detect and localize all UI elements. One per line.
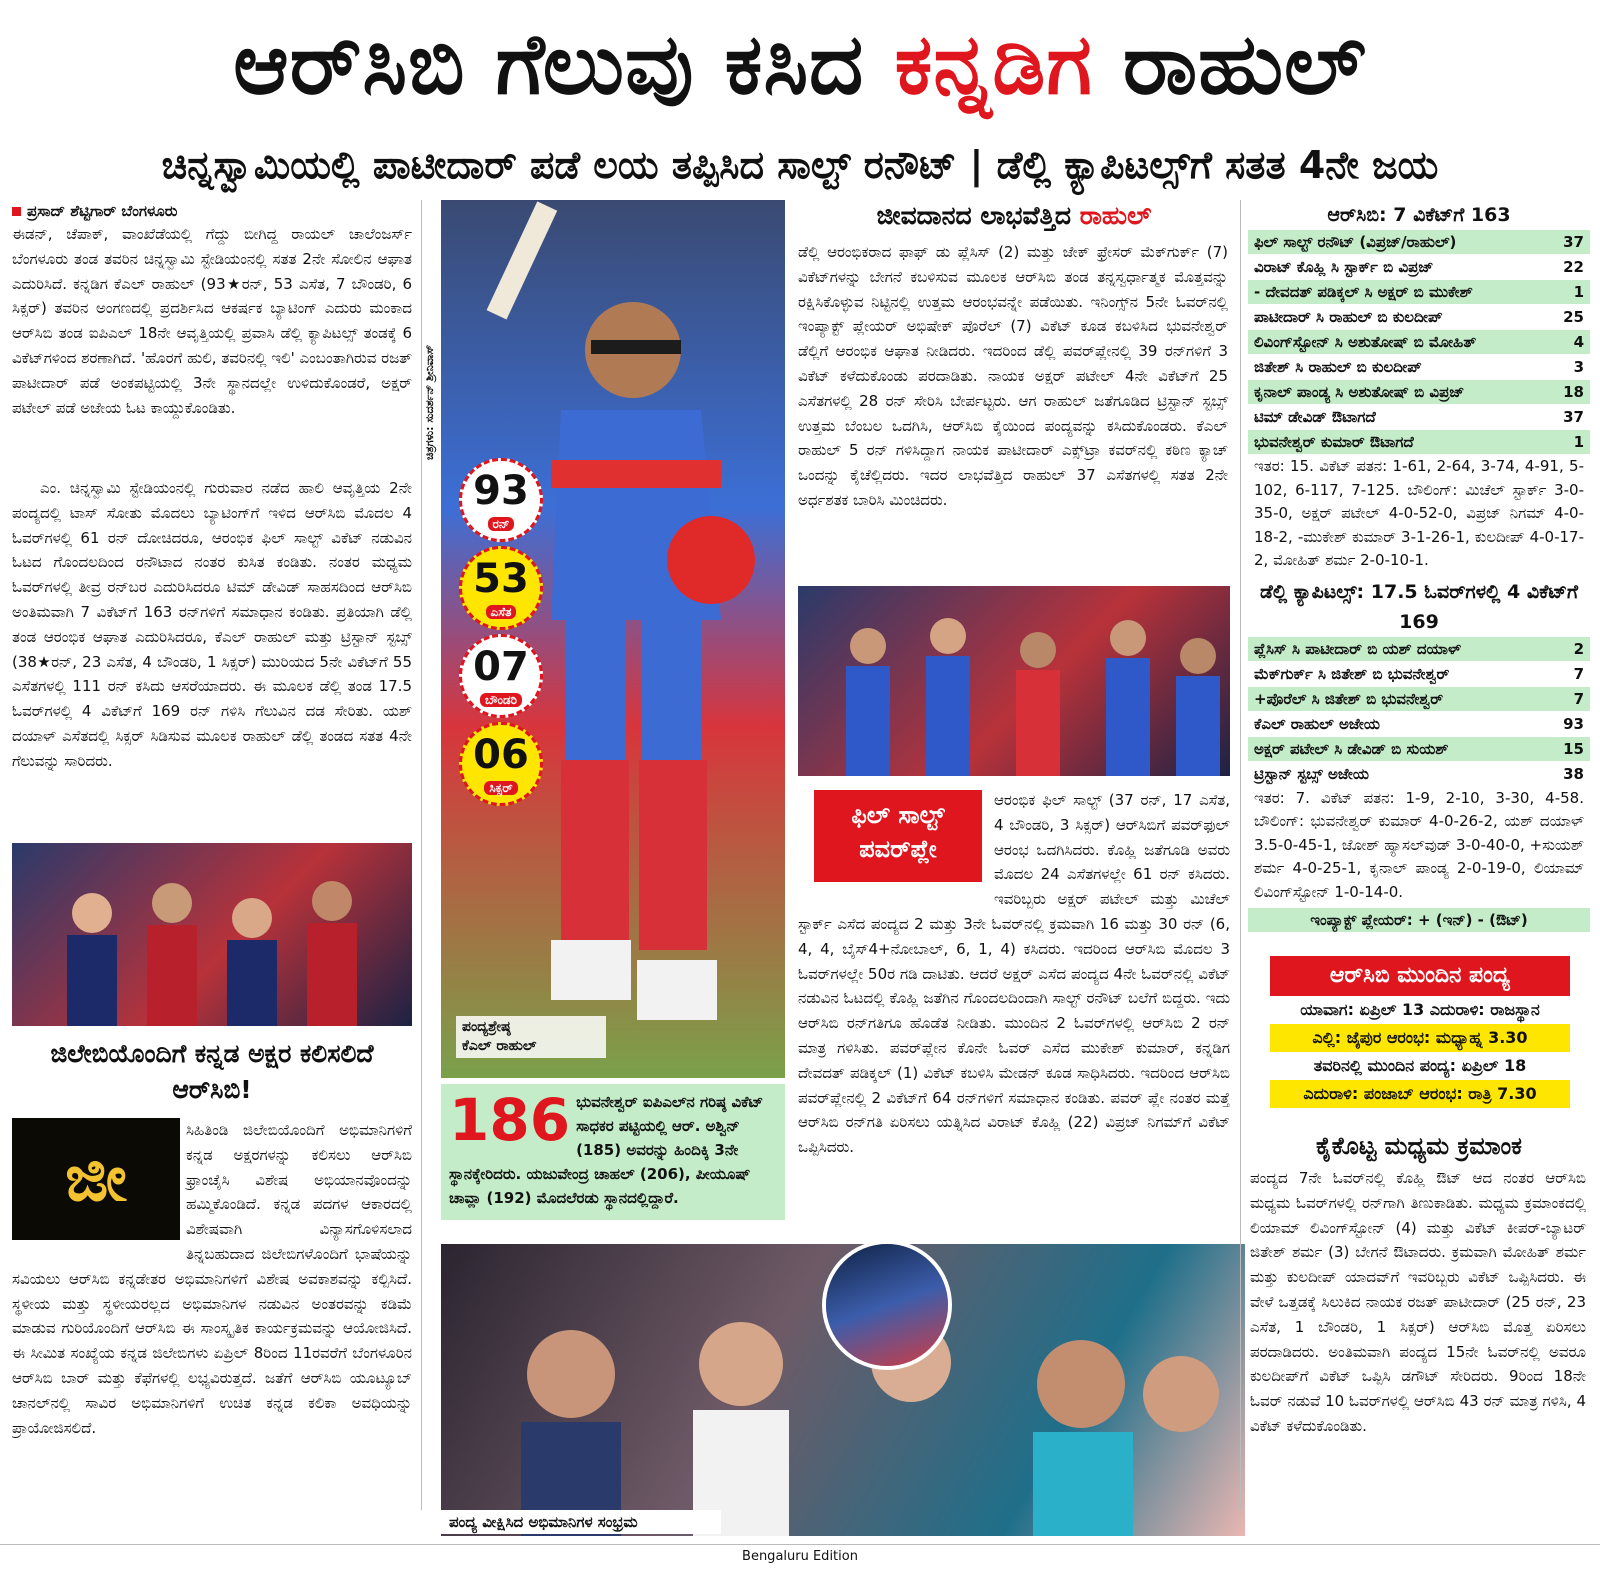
dc-row-name: ಮೆಕ್‌ಗುರ್ಕ್ ಸಿ ಜಿತೇಶ್ ಬಿ ಭುವನೇಶ್ವರ್ (1254, 664, 1450, 683)
dc-score-title: ಡೆಲ್ಲಿ ಕ್ಯಾಪಿಟಲ್ಸ್: 17.5 ಓವರ್‌ಗಳಲ್ಲಿ 4 ವಿಕೆಟ್‌ಗೆ 169 (1259, 580, 1579, 633)
rcb-extras: ಇತರ: 15. ವಿಕೆಟ್ ಪತನ: 1-61, 2-64, 3-74, 4-91, 5-102, 6-117, 7-125. ಬೌಲಿಂಗ್: ಮಿಚೆಲ್ ಸ್ಟಾರ್ಕ್ 3-0-35-0, ಅಕ್ಷರ್ ಪಟೇಲ್ 4-0-52-0, ವಿಪ್ರಜ್ ನಿಗಮ್ 4-0-18-2, -ಮುಕೇಶ್ ಕುಮಾರ್ 3-1-26-1, ಕುಲದೀಪ್ 4-0-17-2, ಮೋಹಿತ್ ಶರ್ಮ 2-0-10-1. (1254, 457, 1584, 569)
rcb-row-runs: 37 (1563, 233, 1584, 251)
dc-row-runs: 2 (1573, 639, 1584, 658)
next-match-row-where: ಎಲ್ಲಿ: ಜೈಪುರ ಆರಂಭ: ಮಧ್ಯಾಹ್ನ 3.30 (1270, 1024, 1570, 1052)
column-divider-right (1240, 200, 1241, 1510)
jalebi-text: ಸಿಹಿತಿಂಡಿ ಜಿಲೇಬಿಯೊಂದಿಗೆ ಅಭಿಮಾನಿಗಳಿಗೆ ಕನ್ನಡ ಅಕ್ಷರಗಳನ್ನು ಕಲಿಸಲು ಆರ್‌ಸಿಬಿ ಫ್ರಾಂಚೈಸಿ ವಿಶೇಷ ಅಭಿಯಾನವೊಂದನ್ನು ಹಮ್ಮಿಕೊಂಡಿದೆ. ಕನ್ನಡ ಪದಗಳ ಆಕಾರದಲ್ಲಿ ವಿಶೇಷವಾಗಿ ವಿನ್ಯಾಸಗೊಳಿಸಲಾದ ತಿನ್ನಬಹುದಾದ ಜಿಲೇಬಿಗಳೊಂದಿಗೆ ಭಾಷೆಯನ್ನು ಸವಿಯಲು ಆರ್‌ಸಿಬಿ ಕನ್ನಡೇತರ ಅಭಿಮಾನಿಗಳಿಗೆ ವಿಶೇಷ ಅವಕಾಶವನ್ನು ಕಲ್ಪಿಸಿದೆ. ಸ್ಥಳೀಯ ಮತ್ತು ಸ್ಥಳೀಯರಲ್ಲದ ಅಭಿಮಾನಿಗಳ ನಡುವಿನ ಅಂತರವನ್ನು ಕಡಿಮೆ ಮಾಡುವ ಗುರಿಯೊಂದಿಗೆ ಆರ್‌ಸಿಬಿ ಈ ಸಾಂಸ್ಕೃತಿಕ ಕಾರ್ಯಕ್ರಮವನ್ನು ಆಯೋಜಿಸಿದೆ. ಈ ಸೀಮಿತ ಸಂಖ್ಯೆಯ ಕನ್ನಡ ಜಿಲೇಬಿಗಳು ಏಪ್ರಿಲ್ 8ರಿಂದ 11ರವರೆಗೆ ಬೆಂಗಳೂರಿನ ಆರ್‌ಸಿಬಿ ಬಾರ್ ಮತ್ತು ಕೆಫೆಗಳಲ್ಲಿ ಲಭ್ಯವಿರುತ್ತದೆ. ಜತೆಗೆ ಆರ್‌ಸಿಬಿ ಯೂಟ್ಯೂಬ್ ಚಾನಲ್‌ನಲ್ಲಿ ಸಾವಿರ ಅಭಿಮಾನಿಗಳಿಗೆ ಉಚಿತ ಕನ್ನಡ ಕಲಿಕಾ ಅವಧಿಯನ್ನು ಪ್ರಾಯೋಜಿಸಲಿದೆ. (12, 1121, 412, 1437)
dc-row-runs: 93 (1563, 714, 1584, 733)
rcb-row-name: ಭುವನೇಶ್ವರ್ ಕುಮಾರ್ ಔಟಾಗದೆ (1254, 433, 1414, 451)
byline-marker (12, 207, 21, 216)
dc-row-runs: 7 (1573, 664, 1584, 683)
salt-title-line1: ಫಿಲ್ ಸಾಲ್ಟ್ (851, 801, 945, 829)
salt-article-text-wrap (798, 788, 1230, 1232)
caption-pom-label: ಪಂದ್ಯಶ್ರೇಷ್ಠ (462, 1019, 511, 1035)
jalebi-title: ಜಿಲೇಬಿಯೊಂದಿಗೆ ಕನ್ನಡ ಅಕ್ಷರ ಕಲಿಸಲಿದೆ ಆರ್‌ಸಿಬಿ! (50, 1039, 374, 1104)
dc-score-row (1248, 687, 1590, 712)
rcb-score-row (1248, 355, 1590, 380)
fan-inset-circle (822, 1240, 952, 1370)
dc-row-name: +ಪೊರೆಲ್ ಸಿ ಜಿತೇಶ್ ಬಿ ಭುವನೇಶ್ವರ್ (1254, 689, 1444, 708)
salt-title-line2: ಪವರ್‌ಪ್ಲೇ (859, 835, 937, 863)
rcb-row-runs: 25 (1563, 308, 1584, 326)
dc-row-runs: 15 (1563, 739, 1584, 758)
fact-text: ಭುವನೇಶ್ವರ್ ಐಪಿಎಲ್‌ನ ಗರಿಷ್ಠ ವಿಕೆಟ್ ಸಾಧಕರ ಪಟ್ಟಿಯಲ್ಲಿ ಆರ್. ಅಶ್ವಿನ್ (185) ಅವರನ್ನು ಹಿಂದಿಕ್ಕಿ 3ನೇ ಸ್ಥಾನಕ್ಕೇರಿದರು. ಯಜುವೇಂದ್ರ ಚಾಹಲ್ (206), ಪೀಯೂಷ್ ಚಾವ್ಲಾ (192) ಮೊದಲೆರಡು ಸ್ಥಾನದಲ್ಲಿದ್ದಾರೆ. (449, 1093, 764, 1207)
rcb-row-runs: 37 (1563, 408, 1584, 426)
rcb-score-row (1248, 405, 1590, 430)
rcb-score-row (1248, 430, 1590, 455)
byline-text: ಪ್ರಸಾದ್ ಶೆಟ್ಟಿಗಾರ್ ಬೆಂಗಳೂರು (27, 202, 178, 220)
next-match-box (1270, 956, 1570, 1108)
column-divider-left (421, 200, 422, 1510)
dc-extras: ಇತರ: 7. ವಿಕೆಟ್ ಪತನ: 1-9, 2-10, 3-30, 4-58. ಬೌಲಿಂಗ್: ಭುವನೇಶ್ವರ್ ಕುಮಾರ್ 4-0-26-2, ಯಶ್ ದಯಾಳ್ 3.5-0-45-1, ಜೋಶ್ ಹ್ಯಾಸಲ್‌ವುಡ್ 3-0-40-0, +ಸುಯಶ್ ಶರ್ಮ 4-0-25-1, ಕೃನಾಲ್ ಪಾಂಡ್ಯ 2-0-19-0, ಲಿಯಾಮ್ ಲಿವಿಂಗ್‌ಸ್ಟೋನ್ 1-0-14-0. (1254, 788, 1584, 901)
rcb-score-row (1248, 255, 1590, 280)
rcb-score-row (1248, 305, 1590, 330)
rcb-row-name: ಲಿವಿಂಗ್‌ಸ್ಟೋನ್ ಸಿ ಅಶುತೋಷ್ ಬಿ ಮೋಹಿತ್ (1254, 333, 1477, 351)
rcb-row-name: - ದೇವದತ್ ಪಡಿಕ್ಕಲ್ ಸಿ ಅಕ್ಷರ್ ಬಿ ಮುಕೇಶ್ (1254, 283, 1473, 301)
rcb-row-runs: 1 (1573, 283, 1584, 301)
impact-player-note (1248, 908, 1590, 933)
rcb-row-runs: 22 (1563, 258, 1584, 276)
dc-celebration-photo (798, 586, 1230, 776)
footer-rule (0, 1544, 1600, 1545)
stat-balls-value: 53 (473, 556, 529, 602)
impact-note-text: ಇಂಪ್ಯಾಕ್ಟ್ ಪ್ಲೇಯರ್: + (ಇನ್) - (ಔಟ್) (1310, 911, 1528, 929)
jalebi-text-wrap (12, 1118, 412, 1500)
rcb-players-illustration (12, 843, 412, 1026)
dc-row-runs: 38 (1563, 764, 1584, 783)
salt-article-text: ಆರಂಭಿಕ ಫಿಲ್ ಸಾಲ್ಟ್ (37 ರನ್, 17 ಎಸೆತ, 4 ಬೌಂಡರಿ, 3 ಸಿಕ್ಸರ್) ಆರ್‌ಸಿಬಿಗೆ ಪವರ್‌ಫುಲ್ ಆರಂಭ ಒದಗಿಸಿದರು. ಕೊಹ್ಲಿ ಜತೆಗೂಡಿ ಅವರು ಮೊದಲ 24 ಎಸೆತಗಳಲ್ಲೇ 61 ರನ್ ಕಸಿದರು. ಇವರಿಬ್ಬರು ಅಕ್ಷರ್ ಪಟೇಲ್ ಮತ್ತು ಮಿಚೆಲ್ ಸ್ಟಾರ್ಕ್ ಎಸೆದ ಪಂದ್ಯದ 2 ಮತ್ತು 3ನೇ ಓವರ್‌ನಲ್ಲಿ ಕ್ರಮವಾಗಿ 16 ಮತ್ತು 30 ರನ್ (6, 4, 4, ಬೈಸ್4+ನೋಬಾಲ್, 6, 1, 4) ಕಸಿದರು. ಇದರಿಂದ ಆರ್‌ಸಿಬಿ ಮೊದಲ 3 ಓವರ್‌ಗಳಲ್ಲೇ 50ರ ಗಡಿ ದಾಟಿತು. ಆದರೆ ಅಕ್ಷರ್ ಎಸೆದ ಪಂದ್ಯದ 4ನೇ ಓವರ್‌ನಲ್ಲಿ ವಿಕೆಟ್ ನಡುವಿನ ಓಟದಲ್ಲಿ ಕೊಹ್ಲಿ ಜತೆಗಿನ ಗೊಂದಲದಿಂದಾಗಿ ಸಾಲ್ಟ್ ರನೌಟ್ ಬಲೆಗೆ ಬಿದ್ದರು. ಇದು ಆರ್‌ಸಿಬಿ ರನ್‌ಗತಿಗೂ ಹೊಡೆತ ನೀಡಿತು. ಮುಂದಿನ 2 ಓವರ್‌ಗಳಲ್ಲಿ ಆರ್‌ಸಿಬಿ 2 ರನ್ ಮಾತ್ರ ಗಳಿಸಿತು. ಪವರ್‌ಪ್ಲೇನ ಕೊನೇ ಓವರ್ ಎಸೆದ ಮುಕೇಶ್ ಕುಮಾರ್, ಕನ್ನಡಿಗ ದೇವದತ್ ಪಡಿಕ್ಕಲ್ (1) ವಿಕೆಟ್ ಕಬಳಿಸಿ ಮೇಡನ್ ಕೂಡ ಸಾಧಿಸಿದರು. ಇದರಿಂದ ಆರ್‌ಸಿಬಿ ಪವರ್‌ಪ್ಲೇನಲ್ಲಿ 2 ವಿಕೆಟ್‌ಗೆ 64 ರನ್‌ಗಳಿಗೆ ಸಮಾಧಾನ ಕಂಡಿತು. ಪವರ್ ಪ್ಲೇ ನಂತರ ಮತ್ತೆ ಆರ್‌ಸಿಬಿ ರನ್‌ಗತಿ ಏರಿಸಲು ಯತ್ನಿಸಿದ ವಿರಾಟ್ ಕೊಹ್ಲಿ (22) ವಿಪ್ರಜ್ ನಿಗಮ್‌ಗೆ ವಿಕೆಟ್ ಒಪ್ಪಿಸಿದರು. (798, 791, 1230, 1157)
stat-fours-label: ಬೌಂಡರಿ (480, 693, 522, 707)
headline-part1: ಆರ್‌ಸಿಬಿ ಗೆಲುವು ಕಸಿದ (233, 15, 895, 113)
dc-score-row (1248, 762, 1590, 787)
page-subheadline: ಚಿನ್ನಸ್ವಾಮಿಯಲ್ಲಿ ಪಾಟೀದಾರ್ ಪಡೆ ಲಯ ತಪ್ಪಿಸಿದ ಸಾಲ್ಟ್ ರನೌಟ್ | ಡೆಲ್ಲಿ ಕ್ಯಾಪಿಟಲ್ಸ್‌ಗೆ ಸತತ 4ನೇ ಜಯ (161, 143, 1439, 187)
stat-fours-badge (459, 634, 543, 718)
rcb-row-name: ಕೃನಾಲ್ ಪಾಂಡ್ಯ ಸಿ ಅಶುತೋಷ್ ಬಿ ವಿಪ್ರಜ್ (1254, 383, 1465, 401)
next-match-title: ಆರ್‌ಸಿಬಿ ಮುಂದಿನ ಪಂದ್ಯ (1270, 956, 1570, 996)
stat-sixes-badge (459, 722, 543, 806)
dc-row-name: ಪ್ಲೆಸಿಸ್ ಸಿ ಪಾಟೀದಾರ್ ಬಿ ಯಶ್ ದಯಾಳ್ (1254, 639, 1461, 658)
headline-highlight: ಕನ್ನಡಿಗ (894, 15, 1093, 113)
main-article-para2: ಎಂ. ಚಿನ್ನಸ್ವಾಮಿ ಸ್ಟೇಡಿಯಂನಲ್ಲಿ ಗುರುವಾರ ನಡೆದ ಹಾಲಿ ಆವೃತ್ತಿಯ 2ನೇ ಪಂದ್ಯದಲ್ಲಿ ಟಾಸ್ ಸೋತು ಮೊದಲು ಬ್ಯಾಟಿಂಗ್‌ಗೆ ಇಳಿದ ಆರ್‌ಸಿಬಿ ಮೊದಲ 4 ಓವರ್‌ಗಳಲ್ಲಿ 61 ರನ್ ದೋಚಿದರೂ, ಆರಂಭಿಕ ಫಿಲ್ ಸಾಲ್ಟ್ ವಿಕೆಟ್ ನಡುವಿನ ಓಟದ ಗೊಂದಲದಿಂದ ರನೌಟಾದ ನಂತರ ಕುಸಿತ ಕಂಡಿತು. ನಂತರ ಮಧ್ಯಮ ಓವರ್‌ಗಳಲ್ಲಿ ತೀವ್ರ ರನ್‌ಬರ ಎದುರಿಸಿದರೂ ಟಿಮ್ ಡೇವಿಡ್ ಸಾಹಸದಿಂದ ಆರ್‌ಸಿಬಿ ಅಂತಿಮವಾಗಿ 7 ವಿಕೆಟ್‌ಗೆ 163 ರನ್‌ಗಳಿಗೆ ಸಮಾಧಾನ ಕಂಡಿತು. ಪ್ರತಿಯಾಗಿ ಡೆಲ್ಲಿ ತಂಡ ಆರಂಭಿಕ ಆಘಾತ ಎದುರಿಸಿದರೂ, ಕೆಎಲ್ ರಾಹುಲ್ ಮತ್ತು ಟ್ರಿಸ್ಟಾನ್ ಸ್ಟಬ್ಸ್ (38★ರನ್, 23 ಎಸೆತ, 4 ಬೌಂಡರಿ, 1 ಸಿಕ್ಸರ್) ಮುರಿಯದ 5ನೇ ವಿಕೆಟ್‌ಗೆ 55 ಎಸೆತಗಳಲ್ಲಿ 111 ರನ್ ಕಸಿದು ಆಸರೆಯಾದರು. ಈ ಮೂಲಕ ಡೆಲ್ಲಿ ತಂಡ 17.5 ಓವರ್‌ಗಳಲ್ಲಿ 4 ವಿಕೆಟ್‌ಗೆ 169 ರನ್ ಗಳಿಸಿ ಗೆಲುವಿನ ದಡ ಸೇರಿತು. ಯಶ್ ದಯಾಳ್ ಎಸೆತದಲ್ಲಿ ಸಿಕ್ಸರ್ ಸಿಡಿಸುವ ಮೂಲಕ ರಾಹುಲ್ ಡೆಲ್ಲಿ ತಂಡದ ಸತತ 4ನೇ ಗೆಲುವನ್ನು ಸಾರಿದರು. (12, 479, 412, 770)
dc-score-row (1248, 637, 1590, 662)
stat-sixes-value: 06 (473, 732, 529, 778)
headline-part2: ರಾಹುಲ್ (1092, 15, 1367, 113)
rahul-title-part-b: ರಾಹುಲ್ (1079, 201, 1152, 230)
fans-caption: ಪಂದ್ಯ ವೀಕ್ಷಿಸಿದ ಅಭಿಮಾನಿಗಳ ಸಂಭ್ರಮ (441, 1510, 721, 1534)
dc-row-name: ಅಕ್ಷರ್ ಪಟೇಲ್ ಸಿ ಡೇವಿಡ್ ಬಿ ಸುಯಶ್ (1254, 739, 1449, 758)
rcb-row-name: ಟಿಮ್ ಡೇವಿಡ್ ಔಟಾಗದೆ (1254, 408, 1376, 426)
scorecard (1248, 200, 1590, 933)
stat-runs-value: 93 (473, 468, 529, 514)
stat-fours-value: 07 (473, 644, 529, 690)
fan-inset-photo (826, 1244, 948, 1366)
dc-players-illustration (798, 586, 1230, 776)
dc-score-row (1248, 737, 1590, 762)
player-of-match-caption (456, 1016, 606, 1058)
fact-box (441, 1084, 785, 1220)
stat-runs-badge (459, 458, 543, 542)
rcb-score-title: ಆರ್‌ಸಿಬಿ: 7 ವಿಕೆಟ್‌ಗೆ 163 (1327, 204, 1511, 226)
rcb-row-runs: 1 (1573, 433, 1584, 451)
stat-balls-badge (459, 546, 543, 630)
next-match-row-opponent: ಎದುರಾಳಿ: ಪಂಜಾಬ್ ಆರಂಭ: ರಾತ್ರಿ 7.30 (1270, 1080, 1570, 1108)
rcb-score-row (1248, 230, 1590, 255)
salt-float-spacer (798, 788, 994, 892)
stat-sixes-label: ಸಿಕ್ಸರ್ (484, 781, 517, 795)
middle-order-text: ಪಂದ್ಯದ 7ನೇ ಓವರ್‌ನಲ್ಲಿ ಕೊಹ್ಲಿ ಔಟ್ ಆದ ನಂತರ ಆರ್‌ಸಿಬಿ ಮಧ್ಯಮ ಓವರ್‌ಗಳಲ್ಲಿ ರನ್‌ಗಾಗಿ ತಿಣುಕಾಡಿತು. ಮಧ್ಯಮ ಕ್ರಮಾಂಕದಲ್ಲಿ ಲಿಯಾಮ್ ಲಿವಿಂಗ್‌ಸ್ಟೋನ್ (4) ಮತ್ತು ವಿಕೆಟ್ ಕೀಪರ್-ಬ್ಯಾಟರ್ ಜಿತೇಶ್ ಶರ್ಮ (3) ಬೇಗನೆ ಔಟಾದರು. ಕ್ರಮವಾಗಿ ಮೋಹಿತ್ ಶರ್ಮ ಮತ್ತು ಕುಲದೀಪ್ ಯಾದವ್‌ಗೆ ಇವರಿಬ್ಬರು ವಿಕೆಟ್ ಒಪ್ಪಿಸಿದರು. ಈ ವೇಳೆ ಒತ್ತಡಕ್ಕೆ ಸಿಲುಕಿದ ನಾಯಕ ರಜತ್ ಪಾಟೀದಾರ್ (25 ರನ್, 23 ಎಸೆತ, 1 ಬೌಂಡರಿ, 1 ಸಿಕ್ಸರ್) ಆರ್‌ಸಿಬಿ ಮೊತ್ತ ಏರಿಸಲು ಪರದಾಡಿದರು. ಅಂತಿಮವಾಗಿ ಪಂದ್ಯದ 15ನೇ ಓವರ್‌ನಲ್ಲಿ ಅವರೂ ಕುಲದೀಪ್‌ಗೆ ವಿಕೆಟ್ ಒಪ್ಪಿಸಿ ಡಗೌಟ್ ಸೇರಿದರು. 9ರಿಂದ 18ನೇ ಓವರ್ ನಡುವೆ 10 ಓವರ್‌ಗಳಲ್ಲಿ ಆರ್‌ಸಿಬಿ 43 ರನ್ ಮಾತ್ರ ಗಳಿಸಿ, 4 ವಿಕೆಟ್ ಕಳೆದುಕೊಂಡಿತು. (1250, 1169, 1586, 1435)
jalebi-glyph: ಜೀ (65, 1142, 127, 1216)
middle-order-title: ಕೈಕೊಟ್ಟ ಮಧ್ಯಮ ಕ್ರಮಾಂಕ (1316, 1132, 1522, 1160)
rahul-article-text: ಡೆಲ್ಲಿ ಆರಂಭಿಕರಾದ ಫಾಫ್ ಡು ಪ್ಲೆಸಿಸ್ (2) ಮತ್ತು ಜೇಕ್ ಫ್ರೇಸರ್ ಮೆಕ್‌ಗುರ್ಕ್ (7) ವಿಕೆಟ್‌ಗಳನ್ನು ಬೇಗನೆ ಕಬಳಿಸುವ ಮೂಲಕ ಆರ್‌ಸಿಬಿ ತಂಡ ತನ್ನಸ್ವರ್ಧಾತ್ಮಕ ಮೊತ್ತವನ್ನು ರಕ್ಷಿಸಿಕೊಳ್ಳುವ ನಿಟ್ಟಿನಲ್ಲಿ ಉತ್ತಮ ಆರಂಭವನ್ನೇ ಪಡೆಯಿತು. ಇನಿಂಗ್ಸ್‌ನ 5ನೇ ಓವರ್‌ನಲ್ಲಿ ಇಂಪ್ಯಾಕ್ಟ್ ಪ್ಲೇಯರ್ ಅಭಿಷೇಕ್ ಪೊರೆಲ್ (7) ವಿಕೆಟ್ ಕೂಡ ಕಬಳಿಸಿದ ಭುವನೇಶ್ವರ್ ಡೆಲ್ಲಿಗೆ ಆರಂಭಿಕ ಆಘಾತ ನೀಡಿದರು. ಇದರಿಂದ ಡೆಲ್ಲಿ ಪವರ್‌ಪ್ಲೇನಲ್ಲಿ 39 ರನ್‌ಗಳಿಗೆ 3 ವಿಕೆಟ್ ಕಳೆದುಕೊಂಡು ಪರದಾಡಿತು. ನಾಯಕ ಅಕ್ಷರ್ ಪಟೇಲ್ 4ನೇ ವಿಕೆಟ್‌ಗೆ 25 ಎಸೆತಗಳಲ್ಲಿ 28 ರನ್ ಸೇರಿಸಿ ಬೇರ್ಪಟ್ಟರು. ಆಗ ರಾಹುಲ್ ಜತೆಗೂಡಿದ ಟ್ರಿಸ್ಟಾನ್ ಸ್ಟಬ್ಸ್ ಉತ್ತಮ ಬೆಂಬಲ ಒದಗಿಸಿ, ಆರ್‌ಸಿಬಿ ಕೈಯಿಂದ ಪಂದ್ಯವನ್ನು ಕಸಿದುಕೊಂಡರು. ಕೆಎಲ್ ರಾಹುಲ್ 5 ರನ್ ಗಳಿಸಿದ್ದಾಗ ನಾಯಕ ಪಾಟೀದಾರ್ ಎಕ್ಸ್‌ಟ್ರಾ ಕವರ್‌ನಲ್ಲಿ ಕಠಿಣ ಕ್ಯಾಚ್ ಒಂದನ್ನು ಕೈಚೆಲ್ಲಿದರು. ಇದರ ಲಾಭವೆತ್ತಿದ ರಾಹುಲ್ 37 ಎಸೆತಗಳಲ್ಲಿ ಸತತ 2ನೇ ಅರ್ಧಶತಕ ಬಾರಿಸಿ ಮಿಂಚಿದರು. (798, 243, 1228, 509)
rcb-score-row (1248, 380, 1590, 405)
rcb-row-name: ಪಾಟೀದಾರ್ ಸಿ ರಾಹುಲ್ ಬಿ ಕುಲದೀಪ್ (1254, 308, 1443, 326)
jalebi-float-spacer (12, 1118, 186, 1243)
photo-credit: ಚಿತ್ರಗಳು: ಸುದರ್ಶನ್ ಶ್ರೀನಿವಾಸ್ (423, 344, 436, 460)
dc-score-row (1248, 662, 1590, 687)
page-headline (0, 14, 1600, 114)
rcb-score-row (1248, 280, 1590, 305)
byline (12, 202, 412, 220)
fact-number: 186 (449, 1086, 571, 1154)
main-article-para1: ಈಡನ್, ಚೆಪಾಕ್, ವಾಂಖೆಡೆಯಲ್ಲಿ ಗೆದ್ದು ಬೀಗಿದ್ದ ರಾಯಲ್ ಚಾಲೆಂಜರ್ಸ್ ಬೆಂಗಳೂರು ತಂಡ ತವರಿನ ಚಿನ್ನಸ್ವಾಮಿ ಸ್ಟೇಡಿಯಂನಲ್ಲಿ ಸತತ 2ನೇ ಸೋಲಿನ ಆಘಾತ ಎದುರಿಸಿದೆ. ಕನ್ನಡಿಗ ಕೆಎಲ್ ರಾಹುಲ್ (93★ರನ್, 53 ಎಸೆತ, 7 ಬೌಂಡರಿ, 6 ಸಿಕ್ಸರ್) ತವರಿನ ಅಂಗಣದಲ್ಲಿ ಪ್ರದರ್ಶಿಸಿದ ಆಕರ್ಷಕ ಬ್ಯಾಟಿಂಗ್ ಎದುರು ಮಂಕಾದ ಆರ್‌ಸಿಬಿ ತಂಡ ಐಪಿಎಲ್ 18ನೇ ಆವೃತ್ತಿಯಲ್ಲಿ ಪ್ರವಾಸಿ ಡೆಲ್ಲಿ ಕ್ಯಾಪಿಟಲ್ಸ್ ತಂಡಕ್ಕೆ 6 ವಿಕೆಟ್‌ಗಳಿಂದ ಶರಣಾಗಿದೆ. 'ಹೊರಗೆ ಹುಲಿ, ತವರಿನಲ್ಲಿ ಇಲಿ' ಎಂಬಂತಾಗಿರುವ ರಜತ್ ಪಾಟೀದಾರ್ ಪಡೆ ಅಂಕಪಟ್ಟಿಯಲ್ಲಿ 3ನೇ ಸ್ಥಾನದಲ್ಲೇ ಉಳಿದುಕೊಂಡರೆ, ಅಕ್ಷರ್ ಪಟೇಲ್ ಪಡೆ ಅಜೇಯ ಓಟ ಕಾಯ್ದುಕೊಂಡಿತು. (12, 225, 412, 417)
stat-runs-label: ರನ್ (488, 517, 515, 531)
dc-row-name: ಕೆಎಲ್ ರಾಹುಲ್ ಅಜೇಯ (1254, 714, 1380, 733)
stat-balls-label: ಎಸೆತ (486, 605, 517, 619)
rahul-article-title (796, 200, 1232, 232)
next-match-row-home: ತವರಿನಲ್ಲಿ ಮುಂದಿನ ಪಂದ್ಯ: ಏಪ್ರಿಲ್ 18 (1313, 1056, 1527, 1075)
edition-label: Bengaluru Edition (742, 1549, 858, 1564)
rcb-row-runs: 4 (1573, 333, 1584, 351)
dc-row-name: ಟ್ರಿಸ್ಟಾನ್ ಸ್ಟಬ್ಸ್ ಅಜೇಯ (1254, 764, 1369, 783)
rcb-row-runs: 3 (1573, 358, 1584, 376)
rahul-title-part-a: ಜೀವದಾನದ ಲಾಭವೆತ್ತಿದ (876, 201, 1080, 230)
rcb-row-name: ವಿರಾಟ್ ಕೊಹ್ಲಿ ಸಿ ಸ್ಟಾರ್ಕ್ ಬಿ ವಿಪ್ರಜ್ (1254, 258, 1434, 276)
rcb-score-row (1248, 330, 1590, 355)
rcb-celebration-photo (12, 843, 412, 1026)
rcb-row-name: ಜಿತೇಶ್ ಸಿ ರಾಹುಲ್ ಬಿ ಕುಲದೀಪ್ (1254, 358, 1422, 376)
dc-score-row (1248, 712, 1590, 737)
next-match-row-when: ಯಾವಾಗ: ಏಪ್ರಿಲ್ 13 ಎದುರಾಳಿ: ರಾಜಸ್ಥಾನ (1300, 1000, 1540, 1019)
main-article (12, 202, 412, 846)
dc-row-runs: 7 (1573, 689, 1584, 708)
rcb-row-runs: 18 (1563, 383, 1584, 401)
rcb-row-name: ಫಿಲ್ ಸಾಲ್ಟ್ ರನೌಟ್ (ವಿಪ್ರಜ್/ರಾಹುಲ್) (1254, 233, 1457, 251)
caption-pom-name: ಕೆಎಲ್ ರಾಹುಲ್ (462, 1038, 537, 1054)
